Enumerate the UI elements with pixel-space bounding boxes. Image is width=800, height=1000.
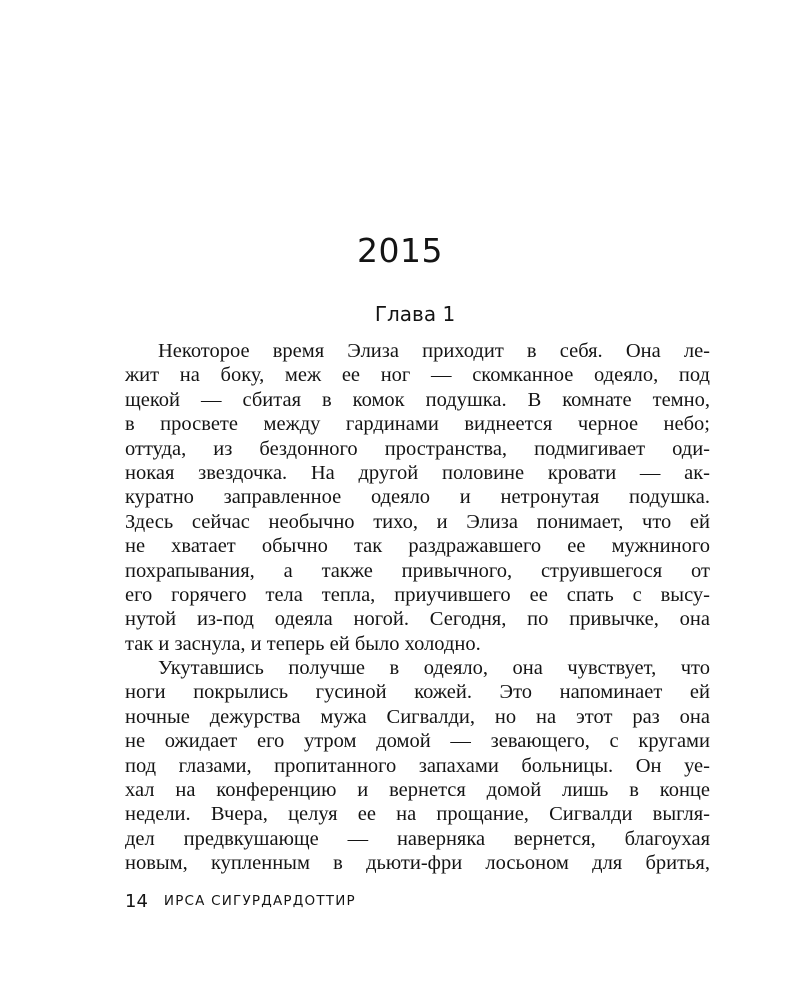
page-number: 14 [125, 890, 148, 912]
text-line: так и заснула, и теперь ей было холодно. [125, 632, 481, 655]
text-line: Здесь сейчас необычно тихо, и Элиза понимает, что ей [125, 510, 710, 533]
text-line: Укутавшись получше в одеяло, она чувствует, что [158, 657, 710, 680]
text-line: нокая звездочка. На другой половине кровати — ак- [125, 461, 710, 484]
part-year-heading: 2015 [357, 231, 443, 270]
body-text [125, 339, 710, 876]
text-line: жит на боку, меж ее ног — скомканное одеяло, под [125, 364, 710, 387]
text-line: нутой из-под одеяла ногой. Сегодня, по привычке, она [125, 608, 710, 631]
text-line: в просвете между гардинами виднеется черное небо; [125, 413, 710, 436]
text-line: дел предвкушающе — наверняка вернется, благоухая [125, 827, 710, 850]
text-line: не ожидает его утром домой — зевающего, с кругами [125, 730, 710, 753]
text-line: недели. Вчера, целуя ее на прощание, Сигвалди выгля- [125, 803, 710, 826]
text-line: ночные дежурства мужа Сигвалди, но на этот раз она [125, 705, 710, 728]
text-line: ноги покрылись гусиной кожей. Это напоминает ей [125, 681, 710, 704]
running-head-author: ИРСА СИГУРДАРДОТТИР [163, 893, 356, 909]
text-line: его горячего тела тепла, приучившего ее спать с высу- [125, 583, 710, 606]
text-line: куратно заправленное одеяло и нетронутая подушка. [125, 486, 710, 509]
text-line: Некоторое время Элиза приходит в себя. Она ле- [158, 340, 710, 362]
text-line: не хватает обычно так раздражавшего ее мужниного [125, 535, 710, 558]
page-footer [125, 887, 356, 915]
text-line: похрапывания, а также привычного, струившегося от [125, 559, 710, 582]
text-line: хал на конференцию и вернется домой лишь в конце [125, 779, 710, 802]
text-line: щекой — сбитая в комок подушка. В комнате темно, [125, 388, 710, 411]
text-line: оттуда, из бездонного пространства, подмигивает оди- [125, 437, 710, 460]
text-line: новым, купленным в дьюти-фри лосьоном для бритья, [125, 852, 710, 875]
chapter-title: Глава 1 [374, 302, 456, 326]
text-line: под глазами, пропитанного запахами больницы. Он уе- [125, 754, 710, 777]
